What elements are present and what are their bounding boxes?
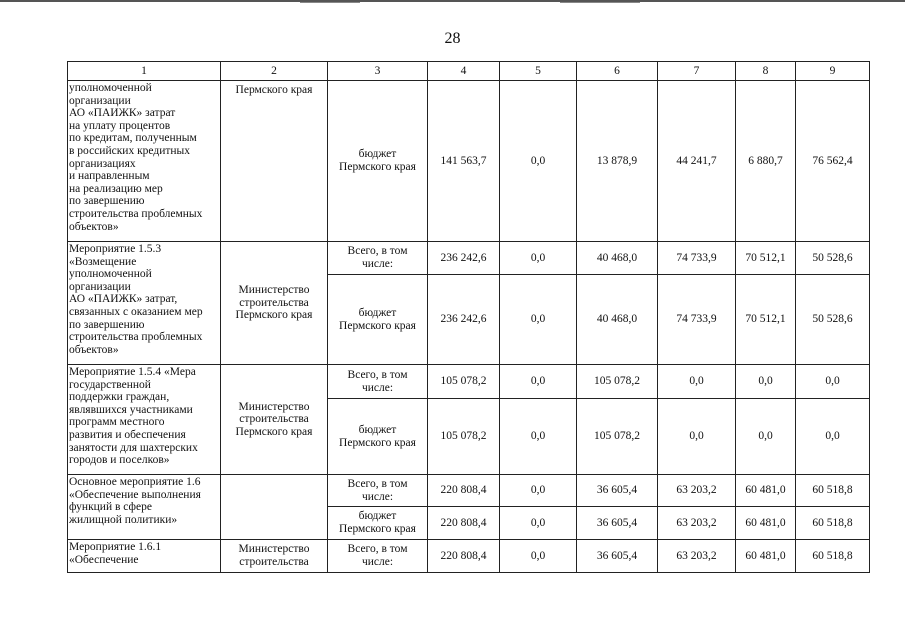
table-row	[68, 242, 870, 275]
value-cell: 0,0	[500, 475, 577, 507]
value-cell: 220 808,4	[428, 507, 500, 540]
column-header: 8	[736, 62, 796, 81]
activity-description: Мероприятие 1.5.4 «Мера государственной поддержки граждан, являвшихся участниками программ местного развития и обеспечения занятости для шахтерских городов и поселков»	[68, 365, 221, 475]
scan-artifact	[560, 2, 640, 3]
header-row	[68, 62, 870, 81]
value-cell: 0,0	[500, 399, 577, 475]
value-cell: 60 481,0	[736, 507, 796, 540]
column-header: 4	[428, 62, 500, 81]
funding-source: Всего, в том числе:	[328, 365, 428, 399]
value-cell: 63 203,2	[658, 540, 736, 573]
value-cell: 13 878,9	[577, 81, 658, 242]
column-header: 5	[500, 62, 577, 81]
column-header: 7	[658, 62, 736, 81]
value-cell: 60 518,8	[796, 475, 870, 507]
value-cell: 0,0	[736, 399, 796, 475]
value-cell: 220 808,4	[428, 540, 500, 573]
funding-source: бюджет Пермского края	[328, 275, 428, 365]
table-row	[68, 81, 870, 242]
value-cell: 44 241,7	[658, 81, 736, 242]
value-cell: 70 512,1	[736, 242, 796, 275]
table-row	[68, 365, 870, 399]
value-cell: 0,0	[500, 507, 577, 540]
funding-source: бюджет Пермского края	[328, 399, 428, 475]
column-header: 2	[221, 62, 328, 81]
activity-description: Основное мероприятие 1.6 «Обеспечение выполнения функций в сфере жилищной политики»	[68, 475, 221, 540]
value-cell: 0,0	[796, 399, 870, 475]
activity-description: Мероприятие 1.6.1 «Обеспечение	[68, 540, 221, 573]
value-cell: 0,0	[500, 275, 577, 365]
value-cell: 0,0	[500, 81, 577, 242]
value-cell: 0,0	[658, 365, 736, 399]
value-cell: 40 468,0	[577, 275, 658, 365]
value-cell: 0,0	[500, 365, 577, 399]
scan-top-border	[0, 0, 905, 2]
column-header: 3	[328, 62, 428, 81]
column-header: 9	[796, 62, 870, 81]
funding-source: Всего, в том числе:	[328, 475, 428, 507]
value-cell: 105 078,2	[577, 365, 658, 399]
value-cell: 60 518,8	[796, 507, 870, 540]
value-cell: 63 203,2	[658, 475, 736, 507]
value-cell: 60 518,8	[796, 540, 870, 573]
value-cell: 0,0	[736, 365, 796, 399]
value-cell: 76 562,4	[796, 81, 870, 242]
value-cell: 236 242,6	[428, 275, 500, 365]
value-cell: 36 605,4	[577, 540, 658, 573]
column-header: 1	[68, 62, 221, 81]
value-cell: 60 481,0	[736, 475, 796, 507]
value-cell: 141 563,7	[428, 81, 500, 242]
value-cell: 105 078,2	[428, 399, 500, 475]
activity-description: Мероприятие 1.5.3 «Возмещение уполномоченной организации АО «ПАИЖК» затрат, связанных с оказанием мер по завершению строительства проблемных объектов»	[68, 242, 221, 365]
value-cell: 0,0	[796, 365, 870, 399]
responsible-executor: Пермского края	[221, 81, 328, 242]
funding-source: бюджет Пермского края	[328, 507, 428, 540]
value-cell: 6 880,7	[736, 81, 796, 242]
page-number: 28	[444, 30, 461, 47]
value-cell: 220 808,4	[428, 475, 500, 507]
value-cell: 60 481,0	[736, 540, 796, 573]
value-cell: 70 512,1	[736, 275, 796, 365]
value-cell: 74 733,9	[658, 275, 736, 365]
table-row	[68, 540, 870, 573]
scan-artifact	[300, 2, 360, 3]
budget-table	[67, 61, 870, 573]
funding-source: бюджет Пермского края	[328, 81, 428, 242]
value-cell: 105 078,2	[428, 365, 500, 399]
funding-source: Всего, в том числе:	[328, 540, 428, 573]
column-header: 6	[577, 62, 658, 81]
responsible-executor: Министерство строительства Пермского края	[221, 365, 328, 475]
activity-description: уполномоченной организации АО «ПАИЖК» затрат на уплату процентов по кредитам, полученным в российских кредитных организациях и направленным на реализацию мер по завершению строительства проблемных объектов»	[68, 81, 221, 242]
value-cell: 236 242,6	[428, 242, 500, 275]
value-cell: 0,0	[500, 540, 577, 573]
value-cell: 50 528,6	[796, 242, 870, 275]
table-row	[68, 475, 870, 507]
value-cell: 105 078,2	[577, 399, 658, 475]
responsible-executor: Министерство строительства Пермского края	[221, 242, 328, 365]
value-cell: 50 528,6	[796, 275, 870, 365]
value-cell: 36 605,4	[577, 475, 658, 507]
responsible-executor: Министерство строительства	[221, 540, 328, 573]
value-cell: 0,0	[500, 242, 577, 275]
value-cell: 74 733,9	[658, 242, 736, 275]
value-cell: 63 203,2	[658, 507, 736, 540]
value-cell: 36 605,4	[577, 507, 658, 540]
funding-source: Всего, в том числе:	[328, 242, 428, 275]
value-cell: 0,0	[658, 399, 736, 475]
responsible-executor	[221, 475, 328, 540]
value-cell: 40 468,0	[577, 242, 658, 275]
